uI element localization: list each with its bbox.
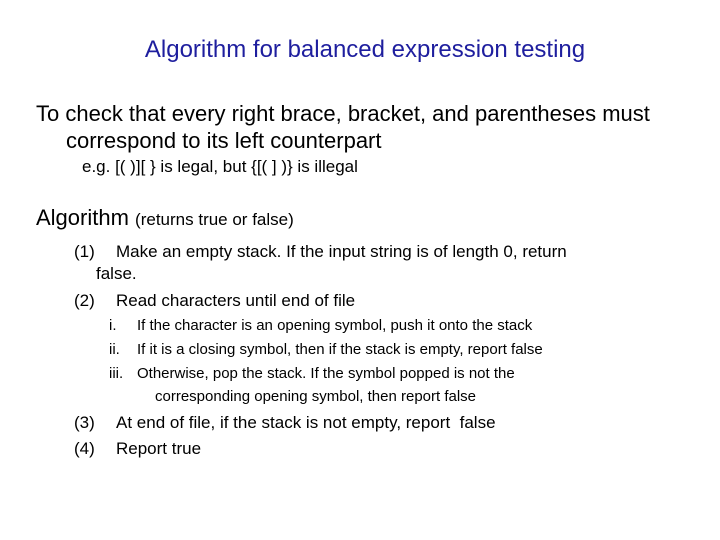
substep-iii-continuation: corresponding opening symbol, then report false (155, 388, 477, 405)
step-1 (74, 240, 567, 263)
step-3-number: (3) (74, 413, 95, 432)
substep-i (109, 314, 532, 337)
step-1-number: (1) (74, 242, 95, 261)
substep-i-text: If the character is an opening symbol, push it onto the stack (137, 317, 533, 334)
slide-title: Algorithm for balanced expression testing (144, 36, 586, 63)
substep-ii-number: ii. (109, 341, 120, 358)
step-4-number: (4) (74, 439, 95, 458)
substep-iii-text: Otherwise, pop the stack. If the symbol popped is not the (137, 365, 515, 382)
substep-iii (109, 362, 515, 385)
step-1-continuation: false. (96, 264, 137, 283)
step-4 (74, 437, 201, 460)
step-2-number: (2) (74, 291, 95, 310)
substep-i-number: i. (109, 317, 117, 334)
substep-iii-number: iii. (109, 365, 124, 382)
algorithm-heading-text: Algorithm (36, 205, 129, 230)
step-4-text: Report true (116, 439, 202, 458)
substep-ii (109, 338, 543, 361)
step-2-text: Read characters until end of file (116, 291, 356, 310)
intro-paragraph: To check that every right brace, bracket, and parentheses must correspond to its left counterpart (36, 101, 650, 153)
algorithm-note: (returns true or false) (135, 210, 294, 229)
step-1-text: Make an empty stack. If the input string is of length 0, return (116, 242, 567, 261)
step-2 (74, 289, 355, 312)
substep-ii-text: If it is a closing symbol, then if the stack is empty, report false (137, 341, 543, 358)
step-3 (74, 411, 496, 434)
algorithm-heading (36, 205, 294, 231)
example-line: e.g. [( )][ } is legal, but {[( ] )} is illegal (82, 157, 358, 176)
step-3-text: At end of file, if the stack is not empty, report false (116, 413, 496, 432)
